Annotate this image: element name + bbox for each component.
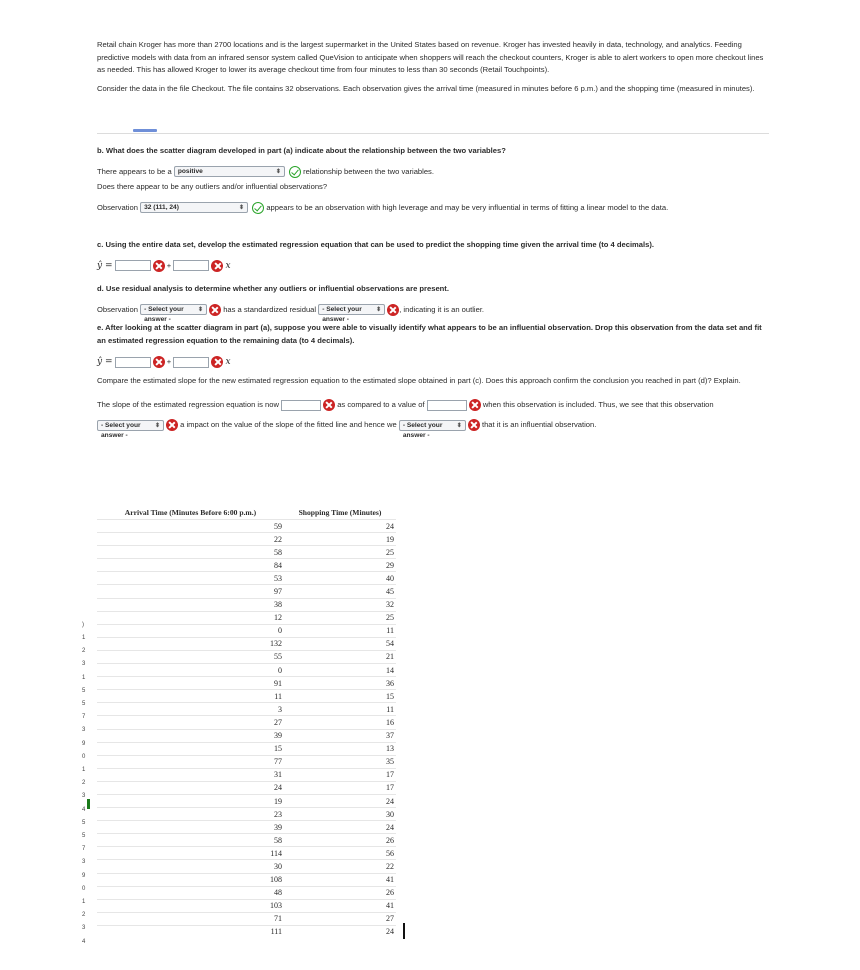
arrival-time-cell[interactable]: 3 [97,703,284,716]
row-number: 5 [82,819,86,826]
select-arrow-icon: ⬍ [456,422,462,429]
table-row[interactable] [97,611,396,624]
row-number: 2 [82,648,86,655]
shopping-time-cell[interactable]: 15 [284,690,396,703]
shopping-time-cell[interactable]: 35 [284,755,396,768]
incorrect-x-icon [166,419,178,431]
slope-text-2: as compared to a value of [337,400,425,409]
part-e [97,322,769,439]
row-number: 3 [82,859,86,866]
table-header-row [97,506,396,520]
table-row[interactable] [97,729,396,742]
shopping-time-cell[interactable]: 25 [284,546,396,559]
part-b-tail: relationship between the two variables. [303,166,434,176]
slope-text-5: that it is an influential observation. [481,420,597,429]
arrival-time-cell[interactable]: 132 [97,637,284,650]
row-number: 1 [82,767,86,773]
arrival-time-cell[interactable]: 71 [97,912,284,925]
row-number: 5 [82,687,86,694]
observation-select[interactable] [140,202,248,213]
shopping-time-cell[interactable]: 24 [284,821,396,834]
arrival-time-cell[interactable]: 0 [97,664,284,677]
table-row[interactable] [97,925,396,938]
old-slope-input[interactable] [427,400,467,411]
row-number: 2 [82,912,86,919]
row-number: 7 [82,846,86,853]
shopping-time-cell[interactable]: 56 [284,847,396,860]
part-d-tail: , indicating it is an outlier. [399,304,485,314]
problem-intro [97,39,769,95]
plus-sign: + [166,260,172,270]
table-row[interactable] [97,834,396,847]
compare-question: Compare the estimated slope for the new estimated regression equation to the estimated slope obtained in part (c). Does this approach confirm the conclusion you reached in part (d)? Explain. [97,375,741,385]
arrival-time-cell[interactable]: 114 [97,847,284,860]
table-row[interactable] [97,650,396,663]
arrival-time-cell[interactable]: 38 [97,598,284,611]
row-number: 4 [82,806,86,813]
table-row[interactable] [97,781,396,794]
shopping-time-cell[interactable]: 17 [284,781,396,794]
incorrect-x-icon [387,304,399,316]
arrival-time-cell[interactable]: 19 [97,794,284,807]
table-row[interactable] [97,533,396,546]
row-number: 1 [82,899,86,905]
arrival-time-cell[interactable]: 0 [97,624,284,637]
row-number: 2 [82,780,86,787]
select-placeholder: - Select your answer - [322,306,362,323]
arrival-time-cell[interactable]: 77 [97,755,284,768]
arrival-time-cell[interactable]: 58 [97,546,284,559]
shopping-time-cell[interactable]: 32 [284,598,396,611]
row-number: ) [82,621,84,628]
row-number: 1 [82,635,86,641]
arrival-time-cell[interactable]: 23 [97,808,284,821]
table-row[interactable] [97,821,396,834]
shopping-time-cell[interactable]: 30 [284,808,396,821]
select-placeholder: - Select your answer - [144,306,184,323]
select-arrow-icon: ⬍ [154,422,160,429]
row-number: 3 [82,661,86,668]
table-row[interactable] [97,637,396,650]
part-b [97,145,769,214]
table-row[interactable] [97,899,396,912]
arrival-time-cell[interactable]: 53 [97,572,284,585]
row-number: 4 [82,938,86,945]
row-number: 9 [82,740,86,747]
incorrect-x-icon [209,304,221,316]
incorrect-x-icon [211,260,223,272]
shopping-time-cell[interactable]: 40 [284,572,396,585]
row-number: 5 [82,701,86,707]
part-d-lead: Observation [97,304,138,314]
shopping-time-cell[interactable]: 14 [284,664,396,677]
arrival-time-cell[interactable]: 55 [97,650,284,663]
shopping-time-cell[interactable]: 24 [284,794,396,807]
incorrect-x-icon [211,356,223,368]
slope-text-4: a impact on the value of the slope of the fitted line and hence we [180,420,397,429]
yhat-label: ŷ = [97,357,113,367]
shopping-time-cell[interactable]: 29 [284,559,396,572]
shopping-time-cell[interactable]: 13 [284,742,396,755]
arrival-time-cell[interactable]: 58 [97,834,284,847]
shopping-time-cell[interactable]: 41 [284,899,396,912]
part-c-question: c. Using the entire data set, develop the estimated regression equation that can be used to predict the shopping time given the arrival time (to 4 decimals). [97,240,654,249]
row-number: 9 [82,872,86,879]
row-number: 3 [82,727,86,734]
x-variable: x [225,357,231,367]
table-row[interactable] [97,664,396,677]
relationship-select-value: positive [177,168,203,175]
part-b-question: b. What does the scatter diagram developed in part (a) indicate about the relationship between the two variables? [97,146,506,155]
new-slope-input[interactable] [281,400,321,411]
table-row[interactable] [97,585,396,598]
slope-text-3: when this observation is included. Thus, we see that this observation [482,400,714,409]
arrival-time-cell[interactable]: 15 [97,742,284,755]
data-description: Consider the data in the file Checkout. The file contains 32 observations. Each observation gives the arrival time (measured in minutes before 6 p.m.) and the shopping time (measured in minutes). [97,83,755,93]
select-placeholder: - Select your answer - [101,421,141,439]
yhat-label: ŷ = [97,260,113,271]
select-arrow-icon: ⬍ [376,307,382,313]
shopping-time-cell[interactable]: 25 [284,611,396,624]
residual-select[interactable] [318,304,385,323]
table-row[interactable] [97,794,396,807]
slope-input-e[interactable] [173,357,209,368]
shopping-time-cell[interactable]: 19 [284,533,396,546]
table-row[interactable] [97,703,396,716]
table-row[interactable] [97,572,396,585]
table-row[interactable] [97,755,396,768]
arrival-time-cell[interactable]: 31 [97,768,284,781]
arrival-time-cell[interactable]: 103 [97,899,284,912]
row-number: 0 [82,753,86,760]
arrival-time-cell[interactable]: 22 [97,533,284,546]
shopping-time-cell[interactable]: 17 [284,768,396,781]
arrival-time-cell[interactable]: 39 [97,821,284,834]
arrival-time-cell[interactable]: 97 [97,585,284,598]
active-cell-marker [87,799,90,809]
arrival-time-cell[interactable]: 30 [97,860,284,873]
part-b-question-2: Does there appear to be any outliers and/or influential observations? [97,182,328,191]
select-placeholder: - Select your answer - [402,421,443,439]
shopping-time-cell[interactable]: 16 [284,716,396,729]
observation-select-value: 32 (111, 24) [144,204,179,211]
shopping-time-cell[interactable]: 26 [284,834,396,847]
table-row[interactable] [97,847,396,860]
table-row[interactable] [97,559,396,572]
shopping-time-cell[interactable]: 24 [284,925,396,938]
slope-input-c[interactable] [173,260,209,271]
arrival-time-cell[interactable]: 59 [97,520,284,533]
incorrect-x-icon [323,399,335,411]
incorrect-x-icon [469,399,481,411]
shopping-time-cell[interactable]: 11 [284,703,396,716]
row-number: 3 [82,925,86,932]
checkout-data-sheet [82,492,402,945]
table-row[interactable] [97,520,396,533]
shopping-time-cell[interactable]: 37 [284,729,396,742]
row-number: 5 [82,833,86,839]
table-row[interactable] [97,808,396,821]
table-row[interactable] [97,624,396,637]
conclusion-select[interactable] [399,420,466,439]
correct-check-icon [252,202,264,214]
divider [97,133,769,134]
part-d-question: d. Use residual analysis to determine whether any outliers or influential observations are present. [97,284,449,293]
table-row[interactable] [97,546,396,559]
correct-check-icon [289,166,301,178]
row-number: 0 [82,885,86,892]
table-row[interactable] [97,873,396,886]
table-row[interactable] [97,912,396,925]
checkout-data-table [97,506,396,938]
arrival-time-cell[interactable]: 24 [97,781,284,794]
shopping-time-cell[interactable]: 41 [284,873,396,886]
table-row[interactable] [97,690,396,703]
table-row[interactable] [97,768,396,781]
row-number: 3 [82,793,86,800]
collapse-handle[interactable] [133,129,157,132]
part-d [97,283,769,323]
shopping-time-cell[interactable]: 45 [284,585,396,598]
shopping-time-header: Shopping Time (Minutes) [298,508,382,517]
row-number: 7 [82,714,86,721]
incorrect-x-icon [153,260,165,272]
shopping-time-cell[interactable]: 27 [284,912,396,925]
table-row[interactable] [97,598,396,611]
select-arrow-icon: ⬍ [239,205,245,211]
arrival-time-cell[interactable]: 111 [97,925,284,938]
arrival-time-cell[interactable]: 48 [97,886,284,899]
outlier-observation-select[interactable] [140,304,207,323]
shopping-time-cell[interactable]: 26 [284,886,396,899]
arrival-time-cell[interactable]: 27 [97,716,284,729]
shopping-time-cell[interactable]: 22 [284,860,396,873]
shopping-time-cell[interactable]: 21 [284,650,396,663]
table-row[interactable] [97,716,396,729]
impact-select[interactable] [97,420,164,439]
intercept-input-c[interactable] [115,260,151,271]
table-row[interactable] [97,742,396,755]
arrival-time-cell[interactable]: 12 [97,611,284,624]
part-b-lead: There appears to be a [97,166,172,176]
intro-paragraph: Retail chain Kroger has more than 2700 locations and is the largest supermarket in the United States based on revenue. Kroger has invested heavily in data, technology, and analytics. Feeding predictive models with data from an infrared sensor system called QueVision to anticipate when shoppers will reach the checkout counters, Kroger is able to alert workers to open more checkout lines as needed. This has allowed Kroger to lower its average checkout time from four minutes to less than 30 seconds (Retail Touchpoints). [97,40,764,74]
intercept-input-e[interactable] [115,357,151,368]
shopping-time-cell[interactable]: 11 [284,624,396,637]
relationship-select[interactable] [174,166,285,177]
arrival-time-cell[interactable]: 91 [97,677,284,690]
x-variable: x [225,260,231,271]
part-e-question: e. After looking at the scatter diagram in part (a), suppose you were able to visually identify what appears to be an influential observation. Drop this observation from the data set and fit an estimated regression equation to the remaining data (to 4 decimals). [97,323,762,345]
table-row[interactable] [97,677,396,690]
incorrect-x-icon [468,419,480,431]
select-arrow-icon: ⬍ [275,169,281,175]
slope-text-1: The slope of the estimated regression equation is now [97,400,279,409]
arrival-time-cell[interactable]: 39 [97,729,284,742]
arrival-time-cell[interactable]: 11 [97,690,284,703]
part-c [97,239,769,272]
incorrect-x-icon [153,356,165,368]
obs-lead: Observation [97,202,138,212]
shopping-time-cell[interactable]: 36 [284,677,396,690]
part-d-mid: has a standardized residual [223,304,317,314]
table-row[interactable] [97,886,396,899]
arrival-time-header: Arrival Time (Minutes Before 6:00 p.m.) [124,508,257,517]
table-row[interactable] [97,860,396,873]
arrival-time-cell[interactable]: 84 [97,559,284,572]
table-body [97,520,396,939]
text-cursor [403,923,405,939]
arrival-time-cell[interactable]: 108 [97,873,284,886]
plus-sign: + [166,357,172,366]
obs-tail: appears to be an observation with high leverage and may be very influential in terms of fitting a linear model to the data. [266,202,669,212]
select-arrow-icon: ⬍ [198,307,204,313]
shopping-time-cell[interactable]: 24 [284,520,396,533]
row-number: 1 [82,674,86,681]
shopping-time-cell[interactable]: 54 [284,637,396,650]
